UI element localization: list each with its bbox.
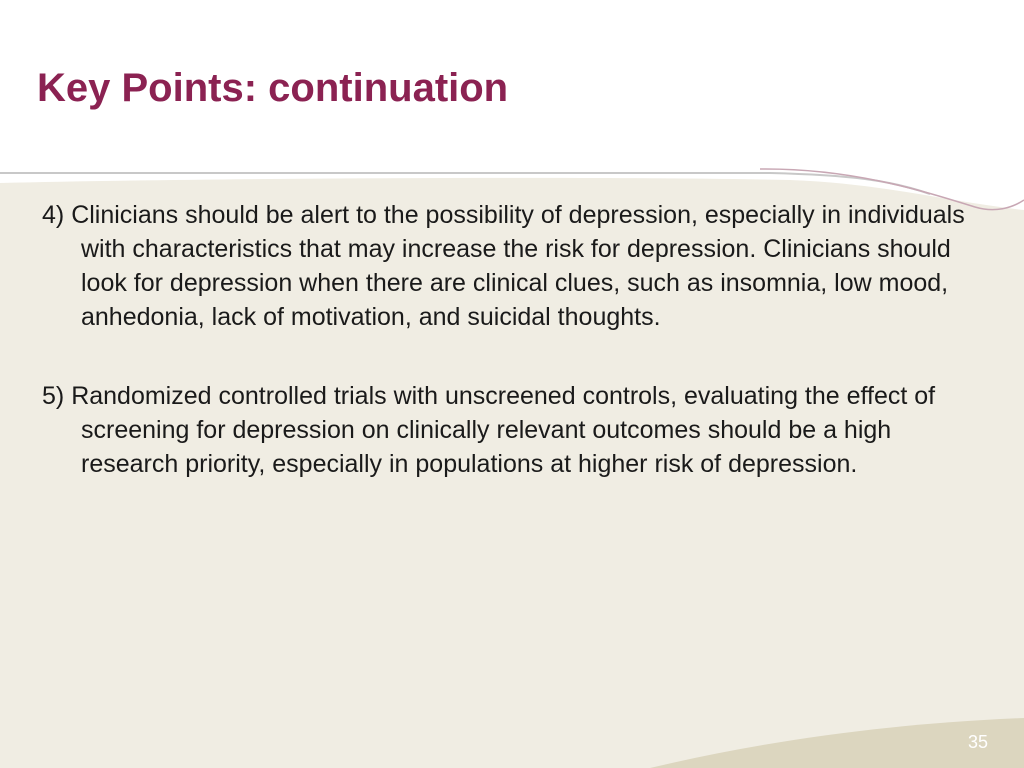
key-point-5 xyxy=(42,379,972,481)
key-points-list xyxy=(42,198,972,526)
point-number: 5) xyxy=(42,382,65,410)
point-text: Clinicians should be alert to the possibility of depression, especially in individuals with characteristics that may increase the risk for depression. Clinicians should look for depression when there are clinical clues, such as insomnia, low mood, anhedonia, lack of motivation, and suicidal thoughts. xyxy=(71,201,965,331)
point-number: 4) xyxy=(42,201,65,229)
point-text: Randomized controlled trials with unscreened controls, evaluating the effect of screening for depression on clinically relevant outcomes should be a high research priority, especially in populations at higher risk of depression. xyxy=(71,382,936,478)
slide-title: Key Points: continuation xyxy=(37,66,509,110)
page-number: 35 xyxy=(967,732,988,752)
key-point-4 xyxy=(42,198,972,334)
